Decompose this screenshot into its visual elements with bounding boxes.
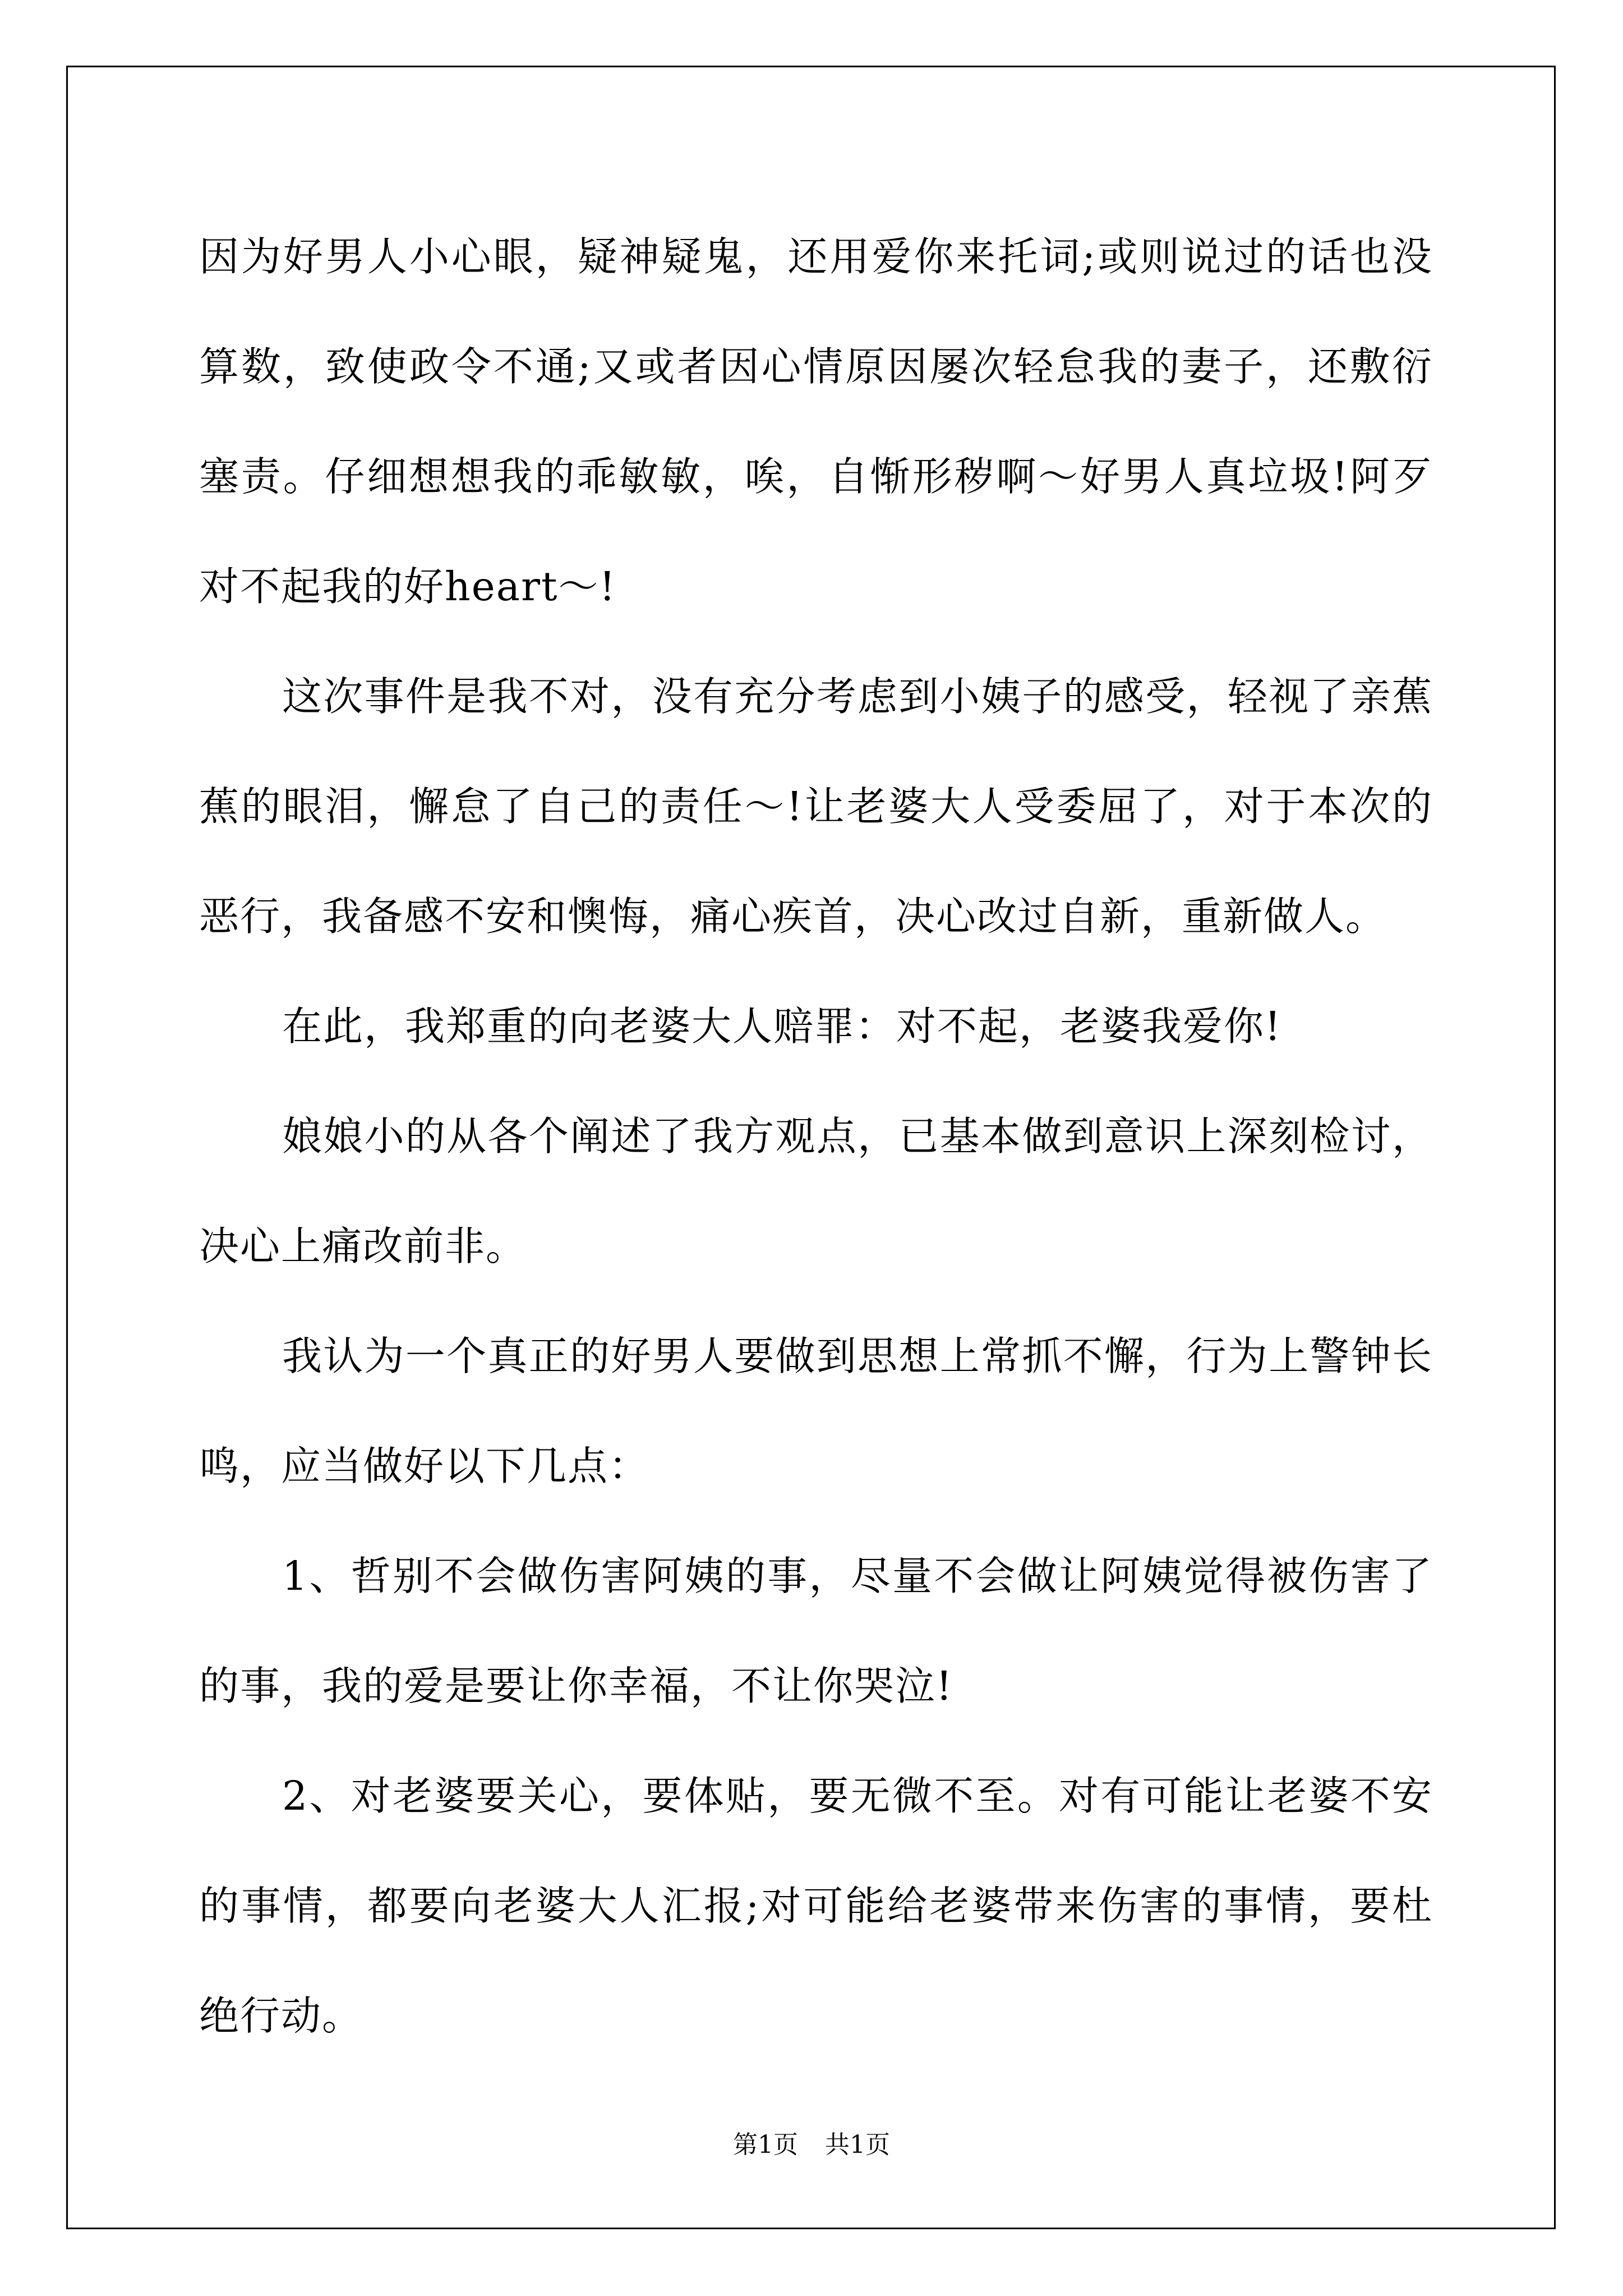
paragraph-4: 娘娘小的从各个阐述了我方观点，已基本做到意识上深刻检讨，决心上痛改前非。 bbox=[199, 1113, 1433, 1269]
page-footer bbox=[0, 2128, 1623, 2162]
document-body bbox=[199, 202, 1433, 2071]
paragraph-1: 因为好男人小心眼，疑神疑鬼，还用爱你来托词;或则说过的话也没算数，致使政令不通;又或者因心情原因屡次轻怠我的妻子，还敷衍塞责。仔细想想我的乖敏敏，唉，自惭形秽啊～好男人真垃圾!阿歹对不起我的好heart～! bbox=[199, 233, 1433, 610]
paragraph-3: 在此，我郑重的向老婆大人赔罪：对不起，老婆我爱你! bbox=[282, 1003, 1282, 1050]
paragraph-6: 1、哲别不会做伤害阿姨的事，尽量不会做让阿姨觉得被伤害了的事，我的爱是要让你幸福，不让你哭泣! bbox=[199, 1553, 1433, 1709]
paragraph-5: 我认为一个真正的好男人要做到思想上常抓不懈，行为上警钟长鸣，应当做好以下几点： bbox=[199, 1333, 1433, 1489]
page-total: 共1页 bbox=[825, 2131, 890, 2159]
paragraph-2: 这次事件是我不对，没有充分考虑到小姨子的感受，轻视了亲蕉蕉的眼泪，懈怠了自己的责任～!让老婆大人受委屈了，对于本次的恶行，我备感不安和懊悔，痛心疾首，决心改过自新，重新做人。 bbox=[199, 673, 1433, 940]
paragraph-7: 2、对老婆要关心，要体贴，要无微不至。对有可能让老婆不安的事情，都要向老婆大人汇报;对可能给老婆带来伤害的事情，要杜绝行动。 bbox=[199, 1773, 1433, 2039]
page-number: 第1页 bbox=[733, 2131, 798, 2159]
